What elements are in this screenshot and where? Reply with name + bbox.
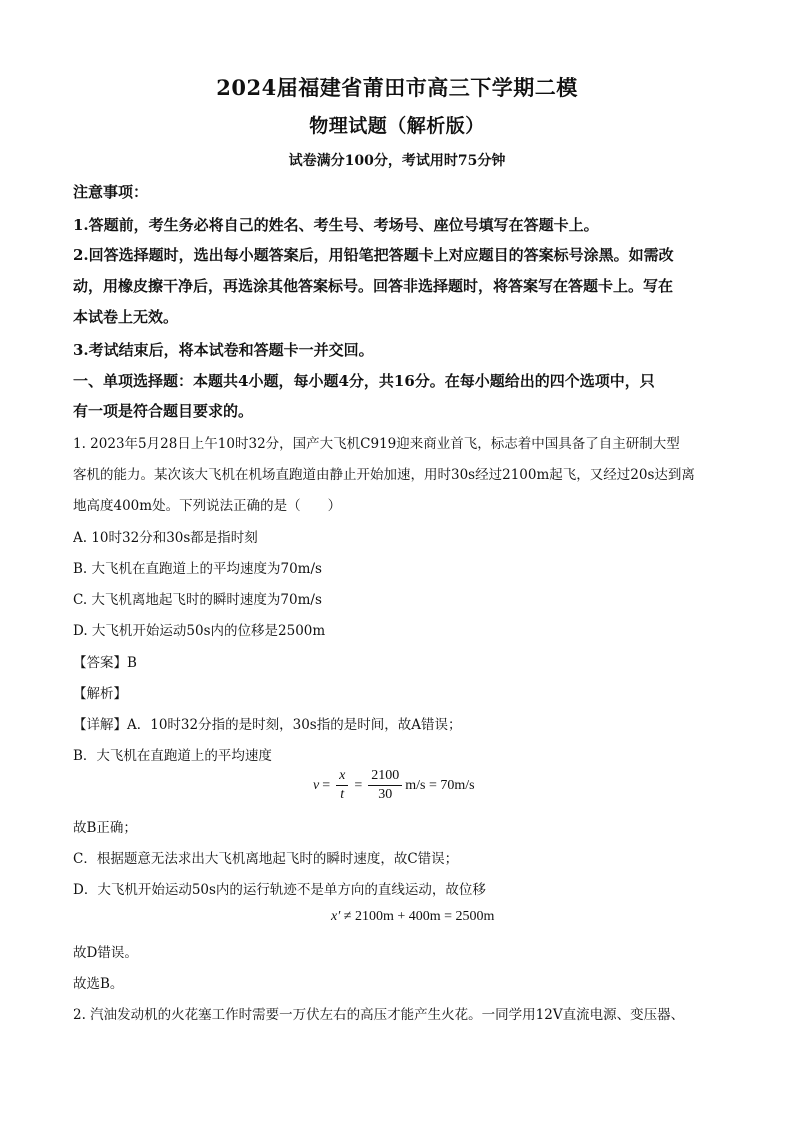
q1-detail-d: D．大飞机开始运动50s内的运行轨迹不是单方向的直线运动，故位移 <box>73 882 486 898</box>
formula-displacement-rhs: ≠ 2100m + 400m = 2500m <box>340 909 495 924</box>
notice-item-2-line-1: 2.回答选择题时，选出每小题答案后，用铅笔把答题卡上对应题目的答案标号涂黑。如需改 <box>73 246 674 264</box>
q1-stem-line-3: 地高度400m处。下列说法正确的是（ ） <box>73 498 342 514</box>
q1-analysis-label: 【解析】 <box>73 686 127 702</box>
q2-stem-line-1: 2. 汽油发动机的火花塞工作时需要一万伏左右的高压才能产生火花。一同学用12V直流电源、变压器、 <box>73 1007 685 1023</box>
q1-stem-line-2: 客机的能力。某次该大飞机在机场直跑道由静止开始加速，用时30s经过2100m起飞，又经过20s达到离 <box>73 467 695 483</box>
q1-detail-a: 【详解】A．10时32分指的是时刻，30s指的是时间，故A错误； <box>73 717 462 733</box>
exam-info: 试卷满分100分，考试用时75分钟 <box>288 153 506 169</box>
page-title: 2024届福建省莆田市高三下学期二模 <box>216 75 578 100</box>
notice-item-2-line-2: 动，用橡皮擦干净后，再选涂其他答案标号。回答非选择题时，将答案写在答题卡上。写在 <box>73 277 674 295</box>
q1-d-wrong: 故D错误。 <box>73 945 138 961</box>
notice-item-3: 3.考试结束后，将本试卷和答题卡一并交回。 <box>73 341 374 359</box>
displacement-formula <box>331 909 494 925</box>
fraction-2100-over-30 <box>368 768 402 803</box>
formula-v: v <box>313 777 320 793</box>
q1-option-a: A. 10时32分和30s都是指时刻 <box>73 530 258 546</box>
notice-item-1: 1.答题前，考生务必将自己的姓名、考生号、考场号、座位号填写在答题卡上。 <box>73 216 599 234</box>
section-heading-line-1: 一、单项选择题：本题共4小题，每小题4分，共16分。在每小题给出的四个选项中，只 <box>73 372 655 390</box>
fraction-x-over-t <box>336 768 348 803</box>
notice-item-2-line-3: 本试卷上无效。 <box>73 308 179 326</box>
q1-detail-b: B．大飞机在直跑道上的平均速度 <box>73 748 272 764</box>
section-heading-line-2: 有一项是符合题目要求的。 <box>73 402 254 420</box>
formula-t: t <box>340 787 345 802</box>
q1-stem-line-1: 1. 2023年5月28日上午10时32分，国产大飞机C919迎来商业首飞，标志着中国具备了自主研制大型 <box>73 436 680 452</box>
formula-eq2: = <box>354 777 363 793</box>
notice-heading: 注意事项： <box>73 183 149 201</box>
formula-num: 2100 <box>368 768 402 786</box>
q1-detail-c: C．根据题意无法求出大飞机离地起飞时的瞬时速度，故C错误； <box>73 851 459 867</box>
q1-b-correct: 故B正确； <box>73 820 137 836</box>
formula-x-prime: x′ <box>331 909 341 924</box>
q1-answer: 【答案】B <box>73 655 137 671</box>
q1-option-c: C. 大飞机离地起飞时的瞬时速度为70m/s <box>73 592 322 608</box>
q1-option-b: B. 大飞机在直跑道上的平均速度为70m/s <box>73 561 322 577</box>
q1-choose: 故选B。 <box>73 976 124 992</box>
page-subtitle: 物理试题（解析版） <box>309 115 485 137</box>
formula-rhs: m/s = 70m/s <box>405 777 475 793</box>
formula-eq1: = <box>322 777 331 793</box>
formula-den: 30 <box>378 787 393 802</box>
q1-option-d: D. 大飞机开始运动50s内的位移是2500m <box>73 623 326 639</box>
formula-x: x <box>336 768 348 786</box>
velocity-formula <box>313 768 475 803</box>
